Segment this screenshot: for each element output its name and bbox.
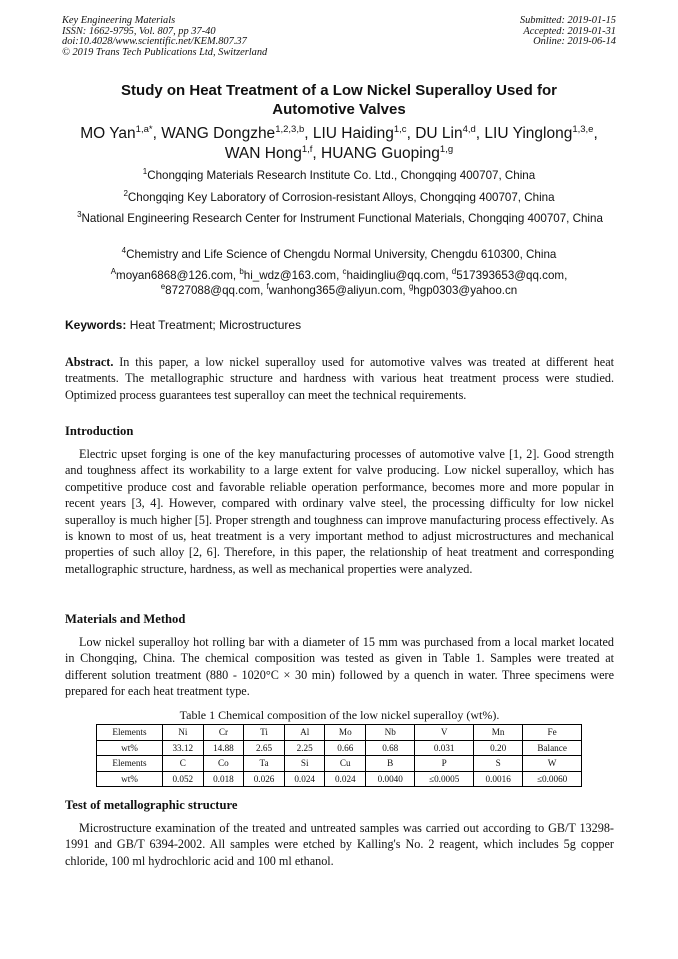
journal-copyright: © 2019 Trans Tech Publications Ltd, Switzerland xyxy=(62,46,268,58)
email: haidingliu@qq.com xyxy=(346,269,446,282)
composition-table xyxy=(96,724,582,787)
affiliation-2: $^2$Chongqing Key Laboratory of Corrosion-resistant Alloys, Chongqing 400707, China xyxy=(123,189,555,204)
email-line: $^e$8727088@qq.com, $^f$wanhong365@aliyun.com, $^g$hgp0303@yahoo.cn xyxy=(160,282,518,297)
author-sup: 1,f xyxy=(301,143,313,155)
dates-header xyxy=(520,16,616,48)
table-cell: ≤0.0005 xyxy=(415,771,474,787)
table-cell: 0.024 xyxy=(325,771,366,787)
table-cell: S xyxy=(474,756,523,772)
table-cell: 0.052 xyxy=(162,771,203,787)
table-cell: 0.024 xyxy=(284,771,325,787)
author-list xyxy=(40,124,638,164)
affiliation-3: $^3$National Engineering Research Center for Instrument Functional Materials, Chongqing 400707, China xyxy=(77,210,603,225)
table-row xyxy=(97,756,582,772)
table-cell: 0.68 xyxy=(366,740,415,756)
table-cell: wt% xyxy=(97,740,163,756)
table-cell: 33.12 xyxy=(162,740,203,756)
table-cell: 0.0016 xyxy=(474,771,523,787)
table-cell: Ta xyxy=(244,756,285,772)
table-cell: Mn xyxy=(474,725,523,741)
table-cell: Co xyxy=(203,756,244,772)
table-row xyxy=(97,771,582,787)
table-cell: 0.031 xyxy=(415,740,474,756)
journal-issn: ISSN: 1662-9795, Vol. 807, pp 37-40 xyxy=(62,25,216,37)
table-cell: 14.88 xyxy=(203,740,244,756)
date-online: Online: 2019-06-14 xyxy=(533,36,616,48)
author-sup: 1,c xyxy=(393,123,407,135)
abstract xyxy=(65,354,614,403)
table-row xyxy=(97,725,582,741)
table-cell: B xyxy=(366,756,415,772)
author-sup: 1,g xyxy=(439,143,454,155)
paper-title xyxy=(60,81,618,119)
author-name: HUANG Guoping xyxy=(321,145,440,162)
table-cell: 0.018 xyxy=(203,771,244,787)
table-cell: ≤0.0060 xyxy=(523,771,582,787)
keywords-text: Heat Treatment; Microstructures xyxy=(126,318,302,332)
table-cell: wt% xyxy=(97,771,163,787)
keywords xyxy=(65,318,301,332)
journal-name: Key Engineering Materials xyxy=(62,15,176,26)
author-name: MO Yan xyxy=(80,125,136,142)
email: 517393653@qq.com xyxy=(456,269,565,282)
affiliation-1: $^1$Chongqing Materials Research Institute Co. Ltd., Chongqing 400707, China xyxy=(142,167,536,182)
author-name: WANG Dongzhe xyxy=(161,125,276,142)
table-cell: 0.0040 xyxy=(366,771,415,787)
table-cell: 0.026 xyxy=(244,771,285,787)
table-cell: Cu xyxy=(325,756,366,772)
table-cell: Elements xyxy=(97,725,163,741)
table-cell: Mo xyxy=(325,725,366,741)
journal-header xyxy=(62,16,267,58)
methods-heading: Materials and Method xyxy=(65,612,186,626)
table-cell: C xyxy=(162,756,203,772)
affiliation-4: $^4$Chemistry and Life Science of Chengdu Normal University, Chengdu 610300, China xyxy=(121,246,557,261)
table-cell: Si xyxy=(284,756,325,772)
author-line: WAN Hong$^{1,f}$, HUANG Guoping$^{1,g}$ xyxy=(224,143,454,162)
author-name: WAN Hong xyxy=(224,145,302,162)
author-name: LIU Yinglong xyxy=(484,125,573,142)
table-cell: 2.65 xyxy=(244,740,285,756)
table-cell: Nb xyxy=(366,725,415,741)
author-sup: 1,2,3,b xyxy=(275,123,305,135)
table-cell: P xyxy=(415,756,474,772)
table-cell: Balance xyxy=(523,740,582,756)
table-cell: Fe xyxy=(523,725,582,741)
author-sup: 1,3,e xyxy=(572,123,594,135)
title-line: Study on Heat Treatment of a Low Nickel Superalloy Used for xyxy=(121,82,557,99)
table-cell: Elements xyxy=(97,756,163,772)
table-cell: Cr xyxy=(203,725,244,741)
table-cell: 2.25 xyxy=(284,740,325,756)
intro-heading: Introduction xyxy=(65,424,134,438)
email: moyan6868@126.com xyxy=(116,269,233,282)
author-sup: 4,d xyxy=(462,123,476,135)
email: wanhong365@aliyun.com xyxy=(268,284,403,297)
table-row xyxy=(97,740,582,756)
table-cell: Ni xyxy=(162,725,203,741)
author-sup: 1,a* xyxy=(135,123,153,135)
author-emails xyxy=(40,268,638,298)
table-cell: W xyxy=(523,756,582,772)
abstract-label: Abstract. xyxy=(65,355,114,369)
title-line: Automotive Valves xyxy=(272,101,406,118)
table-cell: Ti xyxy=(244,725,285,741)
journal-doi: doi:10.4028/www.scientific.net/KEM.807.37 xyxy=(62,36,247,48)
table-cell: Al xyxy=(284,725,325,741)
email: hi_wdz@163.com xyxy=(243,269,337,282)
email: hgp0303@yahoo.cn xyxy=(413,284,518,297)
email: 8727088@qq.com xyxy=(165,284,261,297)
metallo-text: Microstructure examination of the treated and untreated samples was carried out according to GB/T 13298-1991 and GB/T 6394-2002. All samples were etched by Kalling's No. 2 reagent, which includes 5g copper chloride, 100 ml hydrochloric acid and 100 ml ethanol. xyxy=(65,821,614,868)
author-line: MO Yan$^{1,a*}$, WANG Dongzhe$^{1,2,3,b}$, LIU Haiding$^{1,c}$, DU Lin$^{4,d}$, LIU Yinglong$^{1,3,e}$, xyxy=(80,123,598,142)
author-name: DU Lin xyxy=(415,125,463,142)
table-caption: Table 1 Chemical composition of the low nickel superalloy (wt%). xyxy=(179,708,500,722)
intro-text: Electric upset forging is one of the key manufacturing processes of automotive valve [1, 2]. Good strength and toughness affect its workability to a large extent for valve producing. Low nickel superalloy, which has competitive produce cost and favorable reliable operation performance, becomes more and more popular in recent years [3, 4]. However, compared with ordinary valve steel, the processing difficulty for low nickel superalloy is much higher [5]. Proper strength and toughness can improve manufacturing process effectively. As is known to most of us, heat treatment is a very important method to adjust microstructures and mechanical properties of such alloy [2, 6]. Therefore, in this paper, the relationship of heat treatment and corresponding metallographic structure, hardness, as well as mechanical properties were analyzed. xyxy=(65,447,614,576)
metallo-heading: Test of metallographic structure xyxy=(65,798,238,812)
abstract-text: In this paper, a low nickel superalloy used for automotive valves was treated at different heat treatments. The metallographic structure and hardness with various heat treatment process were studied. Optimized process guarantees test superalloy can meet the technical requirements. xyxy=(65,355,614,402)
table-cell: V xyxy=(415,725,474,741)
date-submitted: Submitted: 2019-01-15 xyxy=(519,15,616,26)
keywords-label: Keywords: xyxy=(65,318,127,332)
table-cell: 0.66 xyxy=(325,740,366,756)
author-name: LIU Haiding xyxy=(312,125,394,142)
date-accepted: Accepted: 2019-01-31 xyxy=(523,25,616,37)
methods-text: Low nickel superalloy hot rolling bar with a diameter of 15 mm was purchased from a local market located in Chongqing, China. The chemical composition was tested as given in Table 1. Samples were treated at different solution treatment (880 - 1020°C × 30 min) followed by a quench in water. Three specimens were prepared for each heat treatment type. xyxy=(65,635,614,699)
email-line: $^A$moyan6868@126.com, $^b$hi_wdz@163.com, $^c$haidingliu@qq.com, $^d$517393653@qq.com, xyxy=(110,267,568,282)
table-cell: 0.20 xyxy=(474,740,523,756)
